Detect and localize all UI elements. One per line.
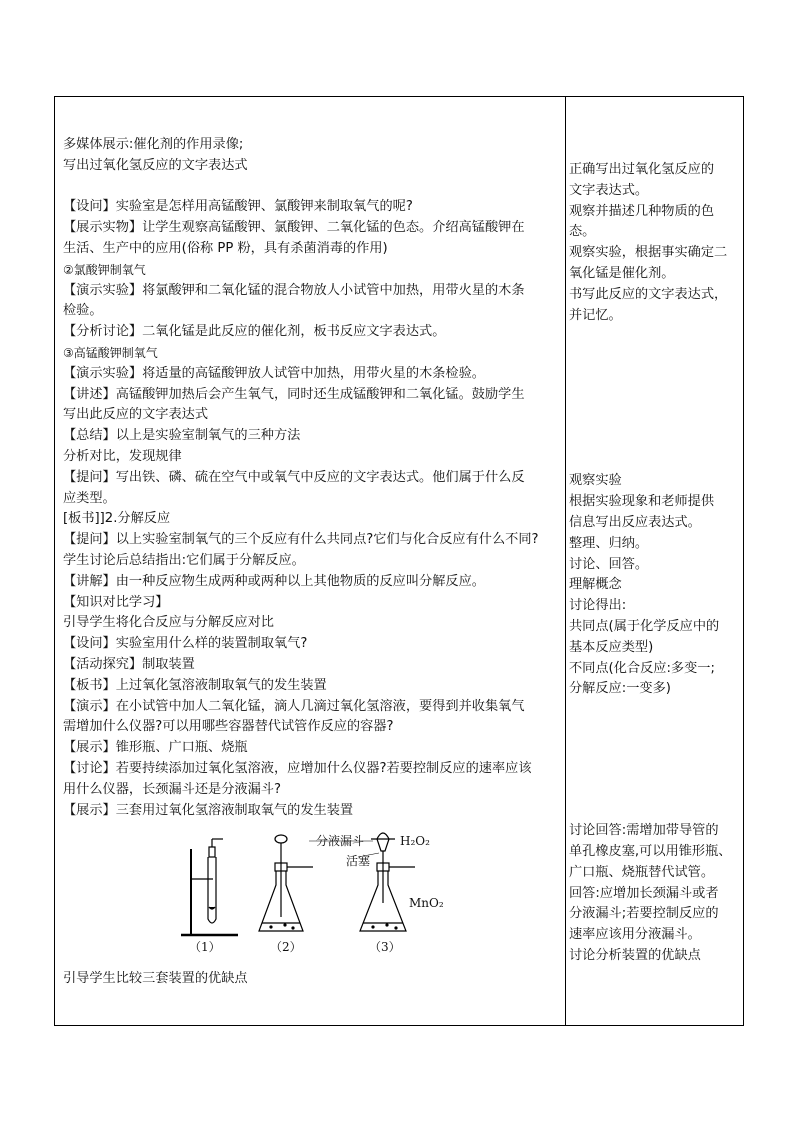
teacher-activity-column <box>63 135 559 990</box>
text-line: 【板书】上过氧化氢溶液制取氧气的发生装置 <box>63 677 327 693</box>
text-line: 观察实验，根据事实确定二 <box>569 245 728 261</box>
mno2-label: MnO₂ <box>409 896 444 911</box>
text-line: 【演示】在小试管中加人二氧化锰，滴人几滴过氧化氢溶液，要得到并收集氧气 <box>63 698 525 714</box>
text-line: 态。 <box>569 224 596 240</box>
text-line: 观察并描述几种物质的色 <box>569 203 715 219</box>
text-line: 基本反应类型) <box>569 639 654 655</box>
text-line: 单孔橡皮塞,可以用锥形瓶、 <box>569 843 732 859</box>
text-line: 【总结】以上是实验室制氧气的三种方法 <box>63 428 301 444</box>
text-line: 广口瓶、烧瓶替代试管。 <box>569 864 715 880</box>
text-line: 讨论回答:需增加带导管的 <box>569 823 719 839</box>
text-line: 整理、归纳。 <box>569 535 649 551</box>
text-line: 【演示实验】将适量的高锰酸钾放人试管中加热，用带火星的木条检验。 <box>63 365 485 381</box>
text-line: 共同点(属于化学反应中的 <box>569 618 720 634</box>
text-line: 【讨论】若要持续添加过氧化氢溶液，应增加什么仪器?若要控制反应的速率应该 <box>63 760 532 776</box>
text-line: 【设问】实验室用什么样的装置制取氧气? <box>63 636 308 652</box>
text-line: 信息写出反应表达式。 <box>569 514 701 530</box>
text-line: 分液漏斗;若要控制反应的 <box>569 906 719 922</box>
text-line: 学生讨论后总结指出:它们属于分解反应。 <box>63 552 305 568</box>
text-line: 【讲解】由一种反应物生成两种或两种以上其他物质的反应叫分解反应。 <box>63 573 485 589</box>
text-line: 根据实验现象和老师提供 <box>569 494 715 510</box>
text-line: 速率应该用分液漏斗。 <box>569 927 701 943</box>
text-line: 氧化锰是催化剂。 <box>569 265 675 281</box>
figure-label-2: （2） <box>270 940 302 955</box>
text-line: 书写此反应的文字表达式， <box>569 286 728 302</box>
stopcock-label: 活塞 <box>346 854 371 869</box>
text-line: 观察实验 <box>569 473 622 489</box>
text-line: 讨论、回答。 <box>569 556 649 572</box>
text-line: 分析对比，发现规律 <box>63 448 182 464</box>
apparatus-figure <box>63 827 463 957</box>
text-line: 【展示】锥形瓶、广口瓶、烧瓶 <box>63 740 248 756</box>
text-line: 【演示实验】将氯酸钾和二氧化锰的混合物放人小试管中加热，用带火星的木条 <box>63 282 525 298</box>
text-line: 分解反应:一变多) <box>569 681 671 697</box>
text-line: 多媒体展示:催化剂的作用录像; <box>63 137 244 152</box>
text-line: 【提问】写出铁、磷、硫在空气中或氧气中反应的文字表达式。他们属于什么反 <box>63 469 525 485</box>
text-line: 【展示实物】让学生观察高锰酸钾、氯酸钾、二氧化锰的色态。介绍高锰酸钾在 <box>63 220 525 236</box>
text-line: 【讲述】高锰酸钾加热后会产生氧气，同时还生成锰酸钾和二氧化锰。鼓励学生 <box>63 386 525 402</box>
text-line: 讨论分析装置的优缺点 <box>569 947 701 963</box>
text-line: 引导学生将化合反应与分解反应对比 <box>63 615 274 631</box>
text-line: 【分析讨论】二氧化锰是此反应的催化剂，板书反应文字表达式。 <box>63 324 446 340</box>
funnel-label: 分液漏斗 <box>316 834 365 849</box>
text-line: 回答:应增加长颈漏斗或者 <box>569 885 719 901</box>
text-line: ②氯酸钾制氧气 <box>63 262 146 277</box>
text-line: 【展示】三套用过氧化氢溶液制取氧气的发生装置 <box>63 802 354 818</box>
text-line: 正确写出过氧化氢反应的 <box>569 162 715 177</box>
text-line: 生活、生产中的应用(俗称 PP 粉，具有杀菌消毒的作用) <box>63 240 388 256</box>
text-line: 不同点(化合反应:多变一; <box>569 660 715 676</box>
text-line: 【活动探究】制取装置 <box>63 656 195 672</box>
text-line: 需增加什么仪器?可以用哪些容器替代试管作反应的容器? <box>63 719 394 735</box>
student-activity-column <box>569 160 741 967</box>
text-line: 讨论得出: <box>569 598 627 614</box>
text-line: 文字表达式。 <box>569 182 649 198</box>
h2o2-label: H₂O₂ <box>400 834 430 849</box>
text-line: 【知识对比学习】 <box>63 594 169 610</box>
text-line: 引导学生比较三套装置的优缺点 <box>63 971 248 987</box>
text-line: 写出此反应的文字表达式 <box>63 407 209 423</box>
text-line: 【设问】实验室是怎样用高锰酸钾、氯酸钾来制取氧气的呢? <box>63 199 413 215</box>
text-line: 并记忆。 <box>569 307 622 323</box>
text-line: 用什么仪器，长颈漏斗还是分液漏斗? <box>63 781 281 797</box>
text-line: 写出过氧化氢反应的文字表达式 <box>63 157 248 173</box>
lesson-table <box>54 96 744 1026</box>
text-line: ③高锰酸钾制氧气 <box>63 345 158 360</box>
text-line: 理解概念 <box>569 577 622 593</box>
column-divider <box>565 97 566 1025</box>
text-line: 检验。 <box>63 303 103 319</box>
figure-label-3: （3） <box>369 940 401 955</box>
text-line: 应类型。 <box>63 490 116 506</box>
text-line: [板书]]2.分解反应 <box>63 511 171 527</box>
text-line: 【提问】以上实验室制氧气的三个反应有什么共同点?它们与化合反应有什么不同? <box>63 532 539 548</box>
figure-label-1: （1） <box>189 940 221 955</box>
